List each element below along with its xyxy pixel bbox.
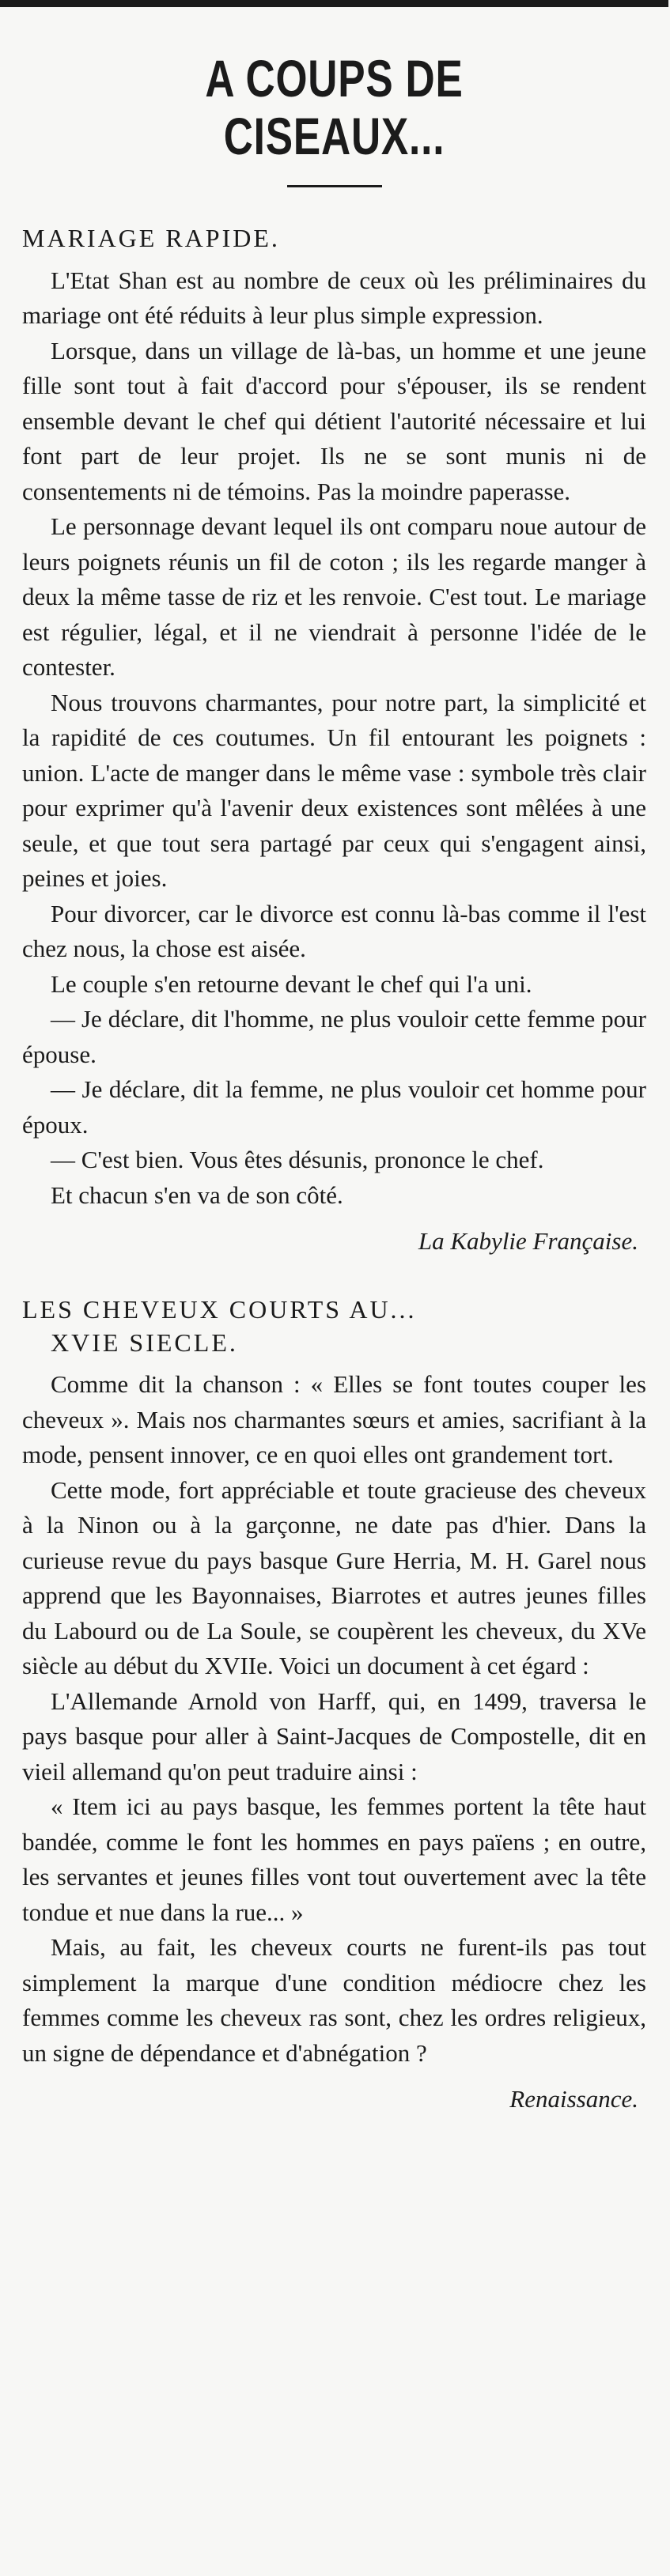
dialogue-line: — Je déclare, dit l'homme, ne plus vouloir cette femme pour épouse. (22, 1005, 646, 1068)
headline: A COUPS DE CISEAUX... (205, 49, 464, 165)
article-mariage (22, 222, 646, 1259)
paragraph: Le couple s'en retourne devant le chef qui l'a uni. (51, 969, 532, 998)
article-subtitle: XVIE SIECLE. (51, 1328, 238, 1357)
article-title (22, 1294, 646, 1359)
quotation: « Item ici au pays basque, les femmes portent la tête haut bandée, comme le font les hommes en pays païens ; en outre, les servantes et jeunes filles vont tout ouvertement avec la tête tondue et nue dans la rue... » (22, 1792, 646, 1926)
paragraph: Et chacun s'en va de son côté. (51, 1180, 343, 1209)
article-title-line: LES CHEVEUX COURTS AU... (22, 1295, 417, 1324)
paragraph: Le personnage devant lequel ils ont comparu noue autour de leurs poignets réunis un fil de coton ; ils les regarde manger à deux la même tasse de riz et les renvoie. C'est tout. Le mariage est régulier, légal, et il ne viendrait à personne l'idée de le contester. (22, 512, 646, 682)
paragraph: L'Allemande Arnold von Harff, qui, en 1499, traversa le pays basque pour aller à Saint-Jacques de Compostelle, dit en vieil allemand qu'on peut traduire ainsi : (22, 1686, 646, 1785)
paragraph: Pour divorcer, car le divorce est connu là-bas comme il l'est chez nous, la chose est aisée. (22, 899, 646, 963)
article-cheveux (22, 1294, 646, 2117)
paragraph: L'Etat Shan est au nombre de ceux où les préliminaires du mariage ont été réduits à leur plus simple expression. (22, 266, 646, 330)
dialogue-line: — C'est bien. Vous êtes désunis, prononce le chef. (51, 1146, 544, 1174)
article-title: MARIAGE RAPIDE. (22, 224, 280, 253)
paragraph: Mais, au fait, les cheveux courts ne furent-ils pas tout simplement la marque d'une condition médiocre chez les femmes comme les cheveux ras sont, chez les ordres religieux, un signe de dépendance et d'abnégation ? (22, 1933, 646, 2067)
paragraph: Comme dit la chanson : « Elles se font toutes couper les cheveux ». Mais nos charmantes sœurs et amies, sacrifiant à la mode, pensent innover, ce en quoi elles ont grandement tort. (22, 1370, 646, 1469)
article-source: La Kabylie Française. (418, 1227, 638, 1256)
dialogue-line: — Je déclare, dit la femme, ne plus vouloir cet homme pour époux. (22, 1075, 646, 1139)
article-source: Renaissance. (509, 2085, 638, 2113)
top-rule (0, 0, 668, 7)
paragraph: Lorsque, dans un village de là-bas, un homme et une jeune fille sont tout à fait d'accord pour s'épouser, ils se rendent ensemble devant le chef qui détient l'autorité nécessaire et lui font part de leur projet. Ils ne se sont munis ni de consentements ni de témoins. Pas la moindre paperasse. (22, 336, 646, 505)
paragraph: Nous trouvons charmantes, pour notre part, la simplicité et la rapidité de ces coutumes. Un fil entourant les poignets : union. L'acte de manger dans le même vase : symbole très clair pour exprimer qu'à l'avenir deux existences sont mêlées à une seule, et que tout sera partagé par ceux qui s'engagent ainsi, peines et joies. (22, 688, 646, 893)
paragraph: Cette mode, fort appréciable et toute gracieuse des cheveux à la Ninon ou à la garçonne, ne date pas d'hier. Dans la curieuse revue du pays basque Gure Herria, M. H. Garel nous apprend que les Bayonnaises, Biarrotes et autres jeunes filles du Labourd ou de La Soule, se coupèrent les cheveux, du XVe siècle au début du XVIIe. Voici un document à cet égard : (22, 1475, 646, 1680)
headline-rule (287, 185, 382, 187)
